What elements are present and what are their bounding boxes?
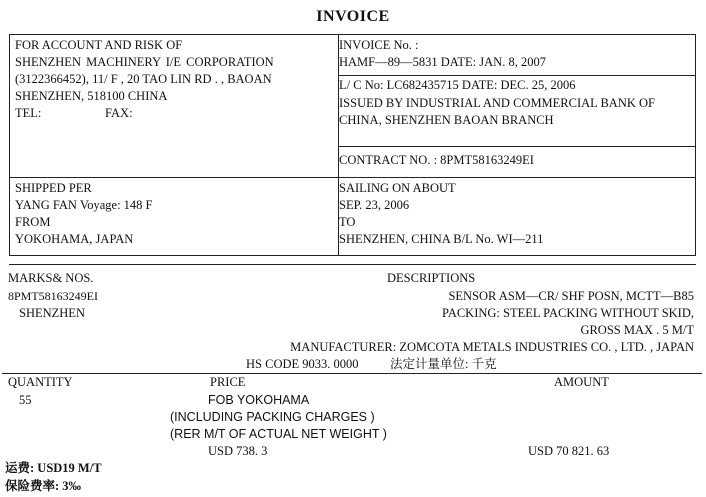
quantity-value: 55 xyxy=(19,393,32,407)
description-line: SENSOR ASM—CR/ SHF POSN, MCTT—B85 xyxy=(448,289,694,303)
account-line: SHENZHEN MACHINERY I/E CORPORATION xyxy=(15,55,274,69)
price-line: FOB YOKOHAMA xyxy=(208,393,310,407)
insurance-line: 保险费率: 3‰ xyxy=(5,479,82,493)
invoice-number-value: HAMF—89—5831 DATE: JAN. 8, 2007 xyxy=(339,55,546,69)
quantity-header: QUANTITY xyxy=(8,375,73,389)
invoice-title: INVOICE xyxy=(316,8,390,25)
account-line: (3122366452), 11/ F , 20 TAO LIN RD . , BAOAN xyxy=(15,72,272,86)
descriptions-header: DESCRIPTIONS xyxy=(387,271,476,285)
shipping-left-line: YANG FAN Voyage: 148 F xyxy=(15,198,153,212)
freight-line: 运费: USD19 M/T xyxy=(5,461,102,475)
account-line: FOR ACCOUNT AND RISK OF xyxy=(15,38,183,52)
shipping-right-line: SAILING ON ABOUT xyxy=(339,181,456,195)
tel-label: TEL: xyxy=(15,106,42,120)
price-header: PRICE xyxy=(210,375,246,389)
shipping-right-line: SEP. 23, 2006 xyxy=(339,198,410,212)
unit-price: USD 738. 3 xyxy=(208,444,268,458)
lc-line: CHINA, SHENZHEN BAOAN BRANCH xyxy=(339,113,554,127)
shipping-right-line: SHENZHEN, CHINA B/L No. WI—211 xyxy=(339,232,544,246)
shipping-left-line: YOKOHAMA, JAPAN xyxy=(15,232,134,246)
amount-header: AMOUNT xyxy=(554,375,609,389)
shipping-right-line: TO xyxy=(339,215,356,229)
shipping-left-line: SHIPPED PER xyxy=(15,181,92,195)
hs-code: HS CODE 9033. 0000 xyxy=(246,357,359,371)
description-line: PACKING: STEEL PACKING WITHOUT SKID, xyxy=(442,306,694,320)
contract-number: CONTRACT NO. : 8PMT58163249EI xyxy=(339,153,534,167)
section-rule xyxy=(9,264,696,265)
amount-value: USD 70 821. 63 xyxy=(528,444,610,458)
price-line: (RER M/T OF ACTUAL NET WEIGHT ) xyxy=(170,427,387,441)
marks-line: SHENZHEN xyxy=(19,306,85,320)
divider-invoice xyxy=(338,75,696,76)
manufacturer-line: MANUFACTURER: ZOMCOTA METALS INDUSTRIES CO. , LTD. , JAPAN xyxy=(290,340,694,354)
account-line: SHENZHEN, 518100 CHINA xyxy=(15,89,168,103)
fax-label: FAX: xyxy=(105,106,133,120)
legal-unit: 法定计量单位: 千克 xyxy=(390,357,497,371)
shipping-left-line: FROM xyxy=(15,215,51,229)
lc-line: L/ C No: LC682435715 DATE: DEC. 25, 2006 xyxy=(339,78,576,92)
divider-lc xyxy=(338,146,696,147)
divider-shipping xyxy=(10,177,696,178)
marks-line: 8PMT58163249EI xyxy=(8,289,98,303)
marks-header: MARKS& NOS. xyxy=(8,271,94,285)
description-line: GROSS MAX . 5 M/T xyxy=(580,323,694,337)
lc-line: ISSUED BY INDUSTRIAL AND COMMERCIAL BANK OF xyxy=(339,96,655,110)
invoice-number-label: INVOICE No. : xyxy=(339,38,419,52)
price-line: (INCLUDING PACKING CHARGES ) xyxy=(170,410,375,424)
